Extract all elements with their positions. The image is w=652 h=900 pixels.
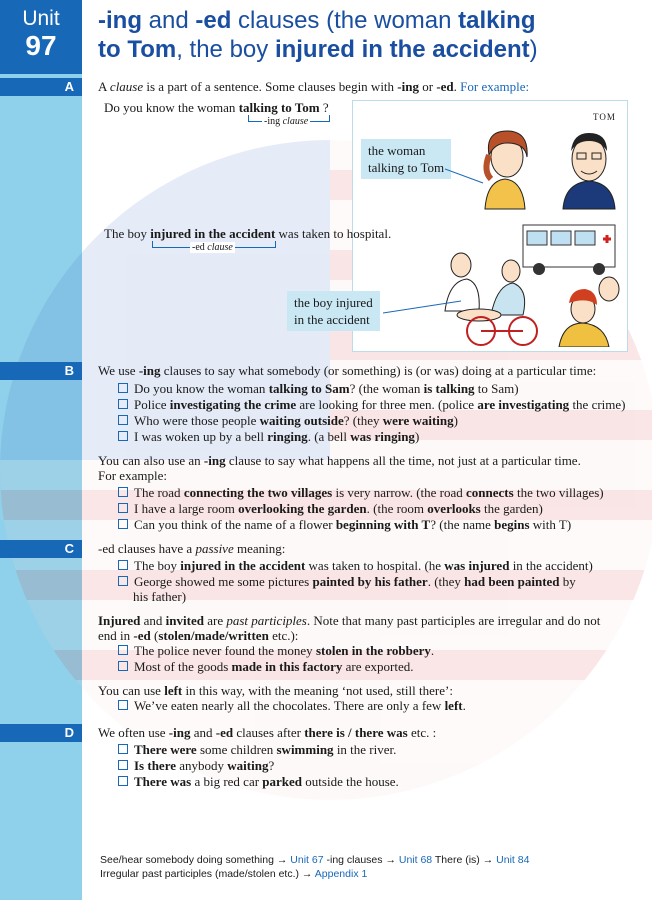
example-ed-sentence: The boy injured in the accident was taken to hospital. <box>104 226 392 241</box>
caption-woman-talking: the woman talking to Tom <box>361 139 451 179</box>
page-title: -ing and -ed clauses (the woman talking to Tom, the boy injured in the accident) <box>98 7 538 63</box>
example-b2: Police investigating the crime are looking for three men. (police are investigating the crime) <box>118 396 626 413</box>
example-d2: Is there anybody waiting? <box>118 757 274 774</box>
section-c-intro: -ed clauses have a passive meaning: <box>98 541 286 556</box>
example-d3: There was a big red car parked outside the house. <box>118 773 399 790</box>
footer-references-line2: Irregular past participles (made/stolen etc.) → Appendix 1 <box>100 868 368 880</box>
left-sidebar <box>0 0 82 900</box>
example-c1: The boy injured in the accident was taken to hospital. (he was injured in the accident) <box>118 557 593 574</box>
unit-number: 97 <box>25 30 57 61</box>
section-a-intro: A clause is a part of a sentence. Some clauses begin with -ing or -ed. For example: <box>98 79 530 94</box>
illustration-panel <box>294 100 628 352</box>
section-c-para3: You can use left in this way, with the meaning ‘not used, still there’: <box>98 683 453 698</box>
section-b-para2-line1: You can also use an -ing clause to say what happens all the time, not just at a particular time. <box>98 453 581 468</box>
woman-and-tom-illustration <box>465 121 623 213</box>
example-c2-continued: his father) <box>133 589 187 604</box>
caption-boy-injured: the boy injured in the accident <box>287 291 380 331</box>
example-ing-sentence: Do you know the woman talking to Tom ? <box>104 100 329 115</box>
ed-clause-label: -ed clause <box>192 242 233 253</box>
caption-pointer-2 <box>383 297 463 317</box>
example-d1: There were some children swimming in the river. <box>118 741 396 758</box>
section-c-para2-line2: end in -ed (stolen/made/written etc.): <box>98 628 299 643</box>
example-b3: Who were those people waiting outside? (they were waiting) <box>118 412 458 429</box>
link-appendix-1[interactable]: Appendix 1 <box>314 868 368 880</box>
section-d-intro: We often use -ing and -ed clauses after there is / there was etc. : <box>98 725 437 740</box>
example-c4: Most of the goods made in this factory are exported. <box>118 658 413 675</box>
section-tab-a: A <box>0 78 82 96</box>
example-c5: We’ve eaten nearly all the chocolates. There are only a few left. <box>118 697 466 714</box>
ing-clause-label: -ing clause <box>264 116 309 127</box>
section-b-para2-line2: For example: <box>98 468 167 483</box>
example-b6: I have a large room overlooking the garden. (the room overlooks the garden) <box>118 500 543 517</box>
section-b-intro: We use -ing clauses to say what somebody (or something) is (or was) doing at a particular time: <box>98 363 597 378</box>
example-c3: The police never found the money stolen in the robbery. <box>118 642 434 659</box>
example-b1: Do you know the woman talking to Sam? (the woman is talking to Sam) <box>118 380 519 397</box>
section-tab-b: B <box>0 362 82 380</box>
section-tab-d: D <box>0 724 82 742</box>
example-b5: The road connecting the two villages is very narrow. (the road connects the two villages) <box>118 484 604 501</box>
link-unit-67[interactable]: Unit 67 <box>290 854 324 866</box>
link-unit-84[interactable]: Unit 84 <box>496 854 530 866</box>
unit-badge <box>0 0 82 74</box>
example-b7: Can you think of the name of a flower beginning with T? (the name begins with T) <box>118 516 571 533</box>
section-c-para2-line1: Injured and invited are past participles. Note that many past participles are irregular and do not <box>98 613 601 628</box>
footer-references-line1: See/hear somebody doing something → Unit 67 -ing clauses → Unit 68 There (is) → Unit 84 <box>100 854 530 866</box>
section-tab-c: C <box>0 540 82 558</box>
example-b4: I was woken up by a bell ringing. (a bell was ringing) <box>118 428 419 445</box>
unit-label: Unit <box>22 7 60 30</box>
tom-label: TOM <box>593 112 616 122</box>
caption-pointer-1 <box>445 167 485 187</box>
link-unit-68[interactable]: Unit 68 <box>398 854 433 866</box>
example-c2: George showed me some pictures painted by his father. (they had been painted by <box>118 573 576 590</box>
accident-illustration <box>419 219 623 347</box>
